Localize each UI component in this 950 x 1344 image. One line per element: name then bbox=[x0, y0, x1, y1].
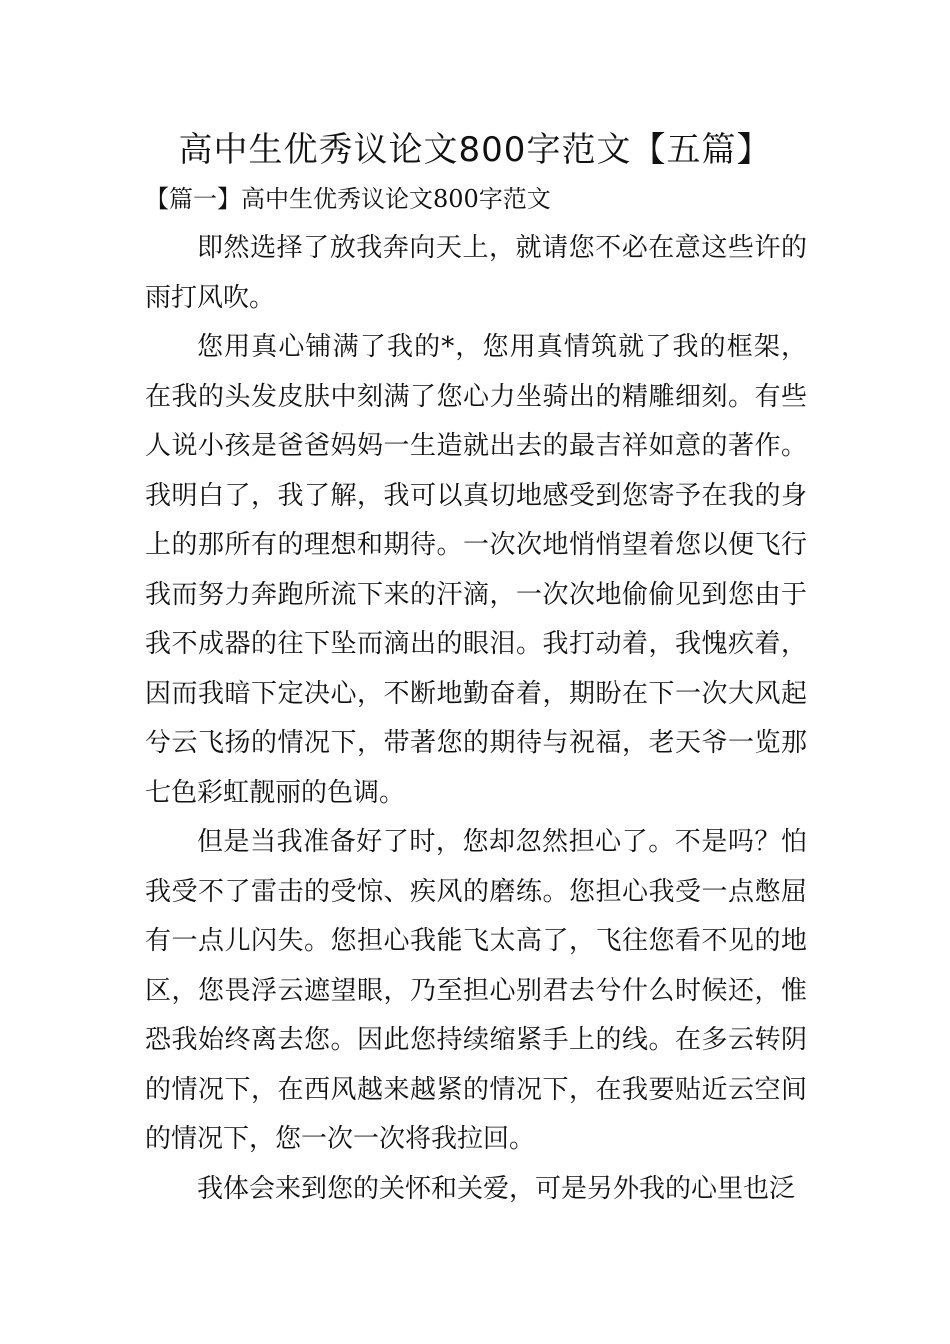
paragraph: 您用真心铺满了我的*，您用真情筑就了我的框架，在我的头发皮肤中刻满了您心力坐骑出的精雕细刻。有些人说小孩是爸爸妈妈一生造就出去的最吉祥如意的著作。我明白了，我了解，我可以真切地感受到您寄予在我的身上的那所有的理想和期待。一次次地悄悄望着您以便飞行我而努力奔跑所流下来的汗滴，一次次地偷偷见到您由于我不成器的往下坠而滴出的眼泪。我打动着，我愧疚着，因而我暗下定决心，不断地勤奋着，期盼在下一次大风起兮云飞扬的情况下，带著您的期待与祝福，老天爷一览那七色彩虹靓丽的色调。 bbox=[145, 332, 807, 808]
paragraph: 即然选择了放我奔向天上，就请您不必在意这些许的雨打风吹。 bbox=[145, 233, 807, 313]
paragraph: 我体会来到您的关怀和关爱，可是另外我的心里也泛 bbox=[197, 1173, 796, 1204]
section-heading: 【篇一】高中生优秀议论文800字范文 bbox=[145, 185, 551, 213]
document-body bbox=[145, 224, 807, 1214]
document-title: 高中生优秀议论文800字范文【五篇】 bbox=[178, 130, 772, 170]
paragraph: 但是当我准备好了时，您却忽然担心了。不是吗？怕我受不了雷击的受惊、疾风的磨练。您担心我受一点憋屈有一点儿闪失。您担心我能飞太高了，飞往您看不见的地区，您畏浮云遮望眼，乃至担心别君去兮什么时候还，惟恐我始终离去您。因此您持续缩紧手上的线。在多云转阴的情况下，在西风越来越紧的情况下，在我要贴近云空间的情况下，您一次一次将我拉回。 bbox=[145, 827, 807, 1154]
